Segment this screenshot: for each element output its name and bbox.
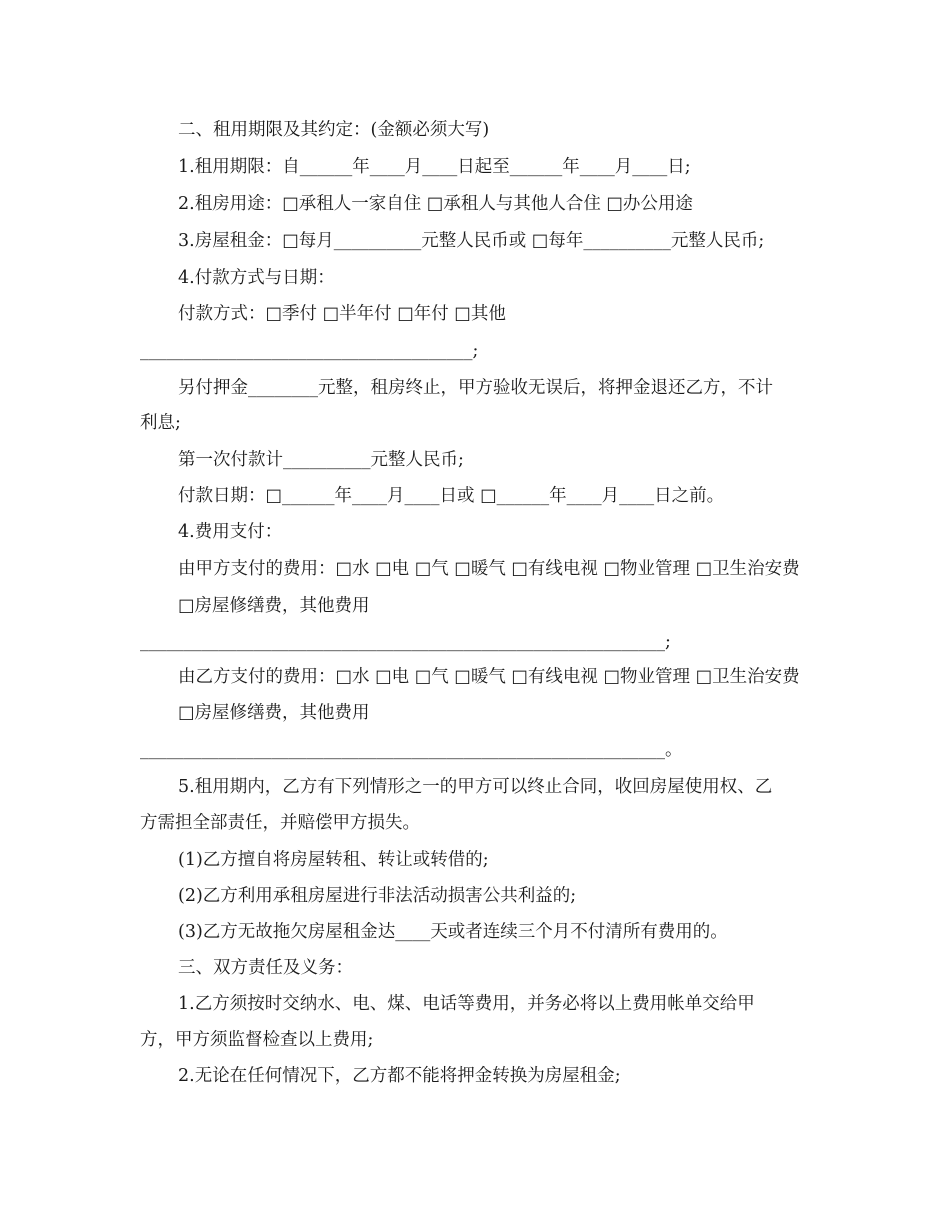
- clause-deposit-not-rent: 2.无论在任何情况下，乙方都不能将押金转换为房屋租金;: [178, 1066, 621, 1086]
- clause-lease-period: 1.租用期限：自______年____月____日起至______年____月____日;: [178, 157, 691, 177]
- clause-party-a-fees-cont: □房屋修缮费，其他费用: [178, 596, 370, 616]
- clause-termination-item-1: (1)乙方擅自将房屋转租、转让或转借的;: [178, 850, 489, 870]
- clause-payment-heading: 4.付款方式与日期：: [178, 268, 335, 288]
- clause-termination-item-2: (2)乙方利用承租房屋进行非法活动损害公共利益的;: [178, 886, 577, 906]
- clause-rent-amount: 3.房屋租金：□每月__________元整人民币或 □每年__________元整人民币;: [178, 231, 765, 251]
- clause-rental-purpose: 2.租房用途：□承租人一家自住 □承租人与其他人合住 □办公用途: [178, 194, 693, 214]
- section-heading-responsibilities: 三、双方责任及义务：: [178, 958, 353, 978]
- blank-line-party-a-other: ____________________________________________________________;: [140, 632, 671, 652]
- clause-payment-method: 付款方式：□季付 □半年付 □年付 □其他: [178, 304, 506, 324]
- clause-deposit: 另付押金________元整，租房终止，甲方验收无误后，将押金退还乙方，不计: [178, 378, 773, 398]
- clause-fees-heading: 4.费用支付：: [178, 522, 283, 542]
- clause-first-payment: 第一次付款计__________元整人民币;: [178, 450, 464, 470]
- clause-deposit-cont: 利息;: [140, 413, 181, 433]
- clause-payment-date: 付款日期：□______年____月____日或 □______年____月____日之前。: [178, 486, 725, 506]
- clause-party-b-fees-cont: □房屋修缮费，其他费用: [178, 703, 370, 723]
- clause-termination-item-3: (3)乙方无故拖欠房屋租金达____天或者连续三个月不付清所有费用的。: [178, 922, 728, 942]
- clause-termination: 5.租用期内，乙方有下列情形之一的甲方可以终止合同，收回房屋使用权、乙: [178, 777, 773, 797]
- clause-party-b-fees: 由乙方支付的费用：□水 □电 □气 □暖气 □有线电视 □物业管理 □卫生治安费: [178, 667, 800, 687]
- clause-utilities-cont: 方，甲方须监督检查以上费用;: [140, 1030, 374, 1050]
- clause-utilities: 1.乙方须按时交纳水、电、煤、电话等费用，并务必将以上费用帐单交给甲: [178, 994, 755, 1014]
- blank-line-party-b-other: ____________________________________________________________。: [140, 740, 683, 760]
- blank-line-payment-other: ______________________________________;: [140, 341, 479, 361]
- clause-party-a-fees: 由甲方支付的费用：□水 □电 □气 □暖气 □有线电视 □物业管理 □卫生治安费: [178, 559, 800, 579]
- section-heading-lease-term: 二、租用期限及其约定：(金额必须大写): [178, 120, 490, 140]
- clause-termination-cont: 方需担全部责任，并赔偿甲方损失。: [140, 813, 420, 833]
